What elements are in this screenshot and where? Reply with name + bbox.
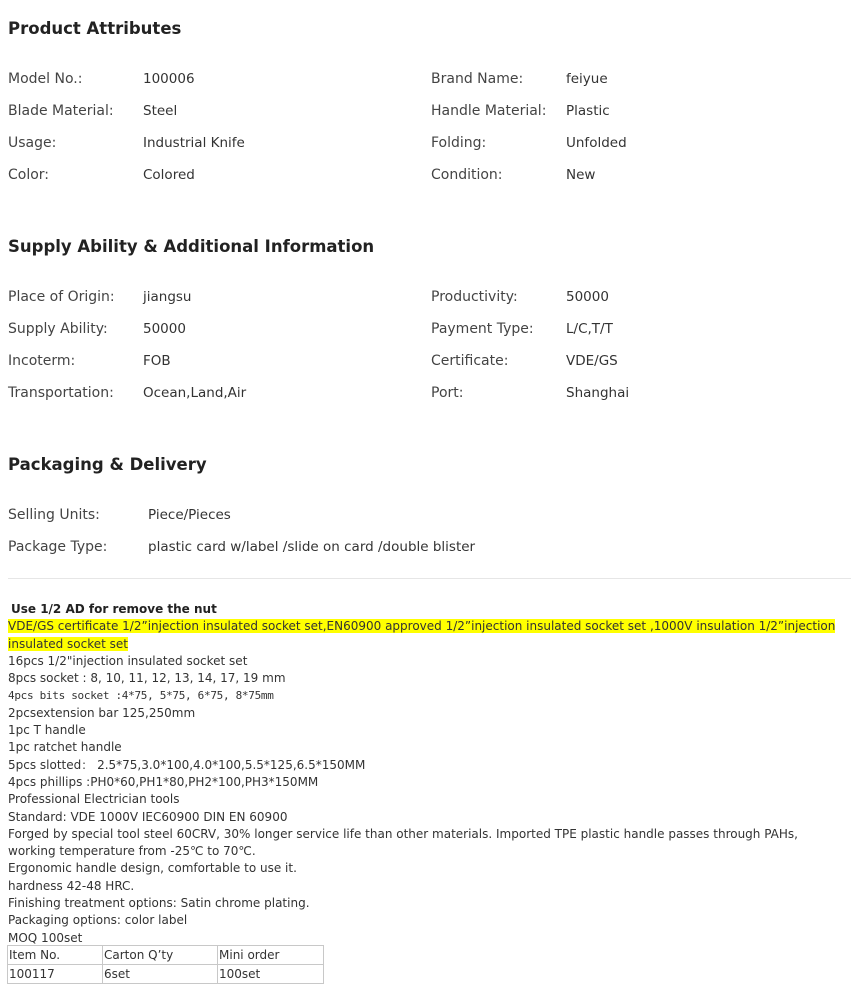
attr-label-package-type: Package Type: xyxy=(8,539,108,555)
attr-label-color: Color: xyxy=(8,167,50,183)
attr-value-supply: 50000 xyxy=(143,321,186,337)
section-divider xyxy=(8,578,851,579)
description-line: Standard: VDE 1000V IEC60900 DIN EN 60900 xyxy=(8,809,288,824)
description-line: MOQ 100set xyxy=(8,930,83,945)
attr-value-origin: jiangsu xyxy=(143,289,192,305)
supply-ability-title: Supply Ability & Additional Information xyxy=(8,237,375,256)
description-line: 4pcs bits socket :4*75, 5*75, 6*75, 8*75mm xyxy=(8,689,274,703)
attr-value-payment: L/C,T/T xyxy=(566,321,613,337)
table-header-cell: Item No. xyxy=(8,946,103,965)
description-heading: Use 1/2 AD for remove the nut xyxy=(11,602,217,616)
description-line: 16pcs 1/2"injection insulated socket set xyxy=(8,653,248,668)
attr-value-blade: Steel xyxy=(143,103,178,119)
description-line: Ergonomic handle design, comfortable to use it. xyxy=(8,861,297,876)
description-line: hardness 42-48 HRC. xyxy=(8,878,135,893)
table-header-cell: Mini order xyxy=(218,946,324,965)
attr-label-usage: Usage: xyxy=(8,135,57,151)
description-line: 1pc T handle xyxy=(8,723,86,738)
attr-label-folding: Folding: xyxy=(431,135,487,151)
table-cell: 100set xyxy=(218,965,324,984)
attr-value-handle: Plastic xyxy=(566,103,610,119)
description-line: 5pcs slotted： 2.5*75,3.0*100,4.0*100,5.5*125,6.5*150MM xyxy=(8,757,366,772)
table-header-cell: Carton Q’ty xyxy=(103,946,218,965)
attr-value-condition: New xyxy=(566,167,596,183)
packaging-title: Packaging & Delivery xyxy=(8,455,207,474)
attr-value-certificate: VDE/GS xyxy=(566,353,618,369)
attr-label-selling-units: Selling Units: xyxy=(8,507,100,523)
attr-label-certificate: Certificate: xyxy=(431,353,509,369)
attr-value-package-type: plastic card w/label /slide on card /double blister xyxy=(148,539,476,555)
table-header-row xyxy=(8,946,324,965)
attr-value-productivity: 50000 xyxy=(566,289,609,305)
description-line: 8pcs socket : 8, 10, 11, 12, 13, 14, 17, 19 mm xyxy=(8,671,286,686)
description-line: 4pcs phillips :PH0*60,PH1*80,PH2*100,PH3*150MM xyxy=(8,774,319,789)
attr-value-selling-units: Piece/Pieces xyxy=(148,507,231,523)
spec-table xyxy=(7,945,324,984)
attr-label-productivity: Productivity: xyxy=(431,289,518,305)
attr-value-usage: Industrial Knife xyxy=(143,135,245,151)
attr-value-transportation: Ocean,Land,Air xyxy=(143,385,247,401)
description-line: Professional Electrician tools xyxy=(8,792,180,807)
table-row xyxy=(8,965,324,984)
product-attributes-title: Product Attributes xyxy=(8,19,182,38)
attr-value-folding: Unfolded xyxy=(566,135,627,151)
attr-label-handle: Handle Material: xyxy=(431,103,547,119)
attr-label-supply: Supply Ability: xyxy=(8,321,108,337)
attr-label-brand: Brand Name: xyxy=(431,71,524,87)
description-line: Finishing treatment options: Satin chrome plating. xyxy=(8,896,310,911)
attr-value-incoterm: FOB xyxy=(143,353,171,369)
attr-value-model: 100006 xyxy=(143,71,195,87)
description-line: Forged by special tool steel 60CRV, 30% longer service life than other materials. Imported TPE plastic handle passes through PAHs, working temperature from -25℃ to 70℃. xyxy=(8,826,798,859)
description-line: Packaging options: color label xyxy=(8,913,188,928)
description-line: 2pcsextension bar 125,250mm xyxy=(8,705,196,720)
attr-label-payment: Payment Type: xyxy=(431,321,534,337)
attr-label-condition: Condition: xyxy=(431,167,503,183)
attr-value-port: Shanghai xyxy=(566,385,630,401)
attr-value-color: Colored xyxy=(143,167,195,183)
attr-label-transportation: Transportation: xyxy=(8,385,114,401)
attr-label-port: Port: xyxy=(431,385,464,401)
table-cell: 100117 xyxy=(8,965,103,984)
product-description xyxy=(8,601,843,947)
attr-label-blade: Blade Material: xyxy=(8,103,114,119)
description-line: 1pc ratchet handle xyxy=(8,740,122,755)
attr-label-origin: Place of Origin: xyxy=(8,289,115,305)
attr-label-incoterm: Incoterm: xyxy=(8,353,76,369)
attr-label-model: Model No.: xyxy=(8,71,83,87)
table-cell: 6set xyxy=(103,965,218,984)
attr-value-brand: feiyue xyxy=(566,71,608,87)
highlighted-certificate-text: VDE/GS certificate 1/2”injection insulated socket set,EN60900 approved 1/2”injection insulated socket set ,1000V insulation 1/2”injection insulated socket set xyxy=(8,619,836,651)
